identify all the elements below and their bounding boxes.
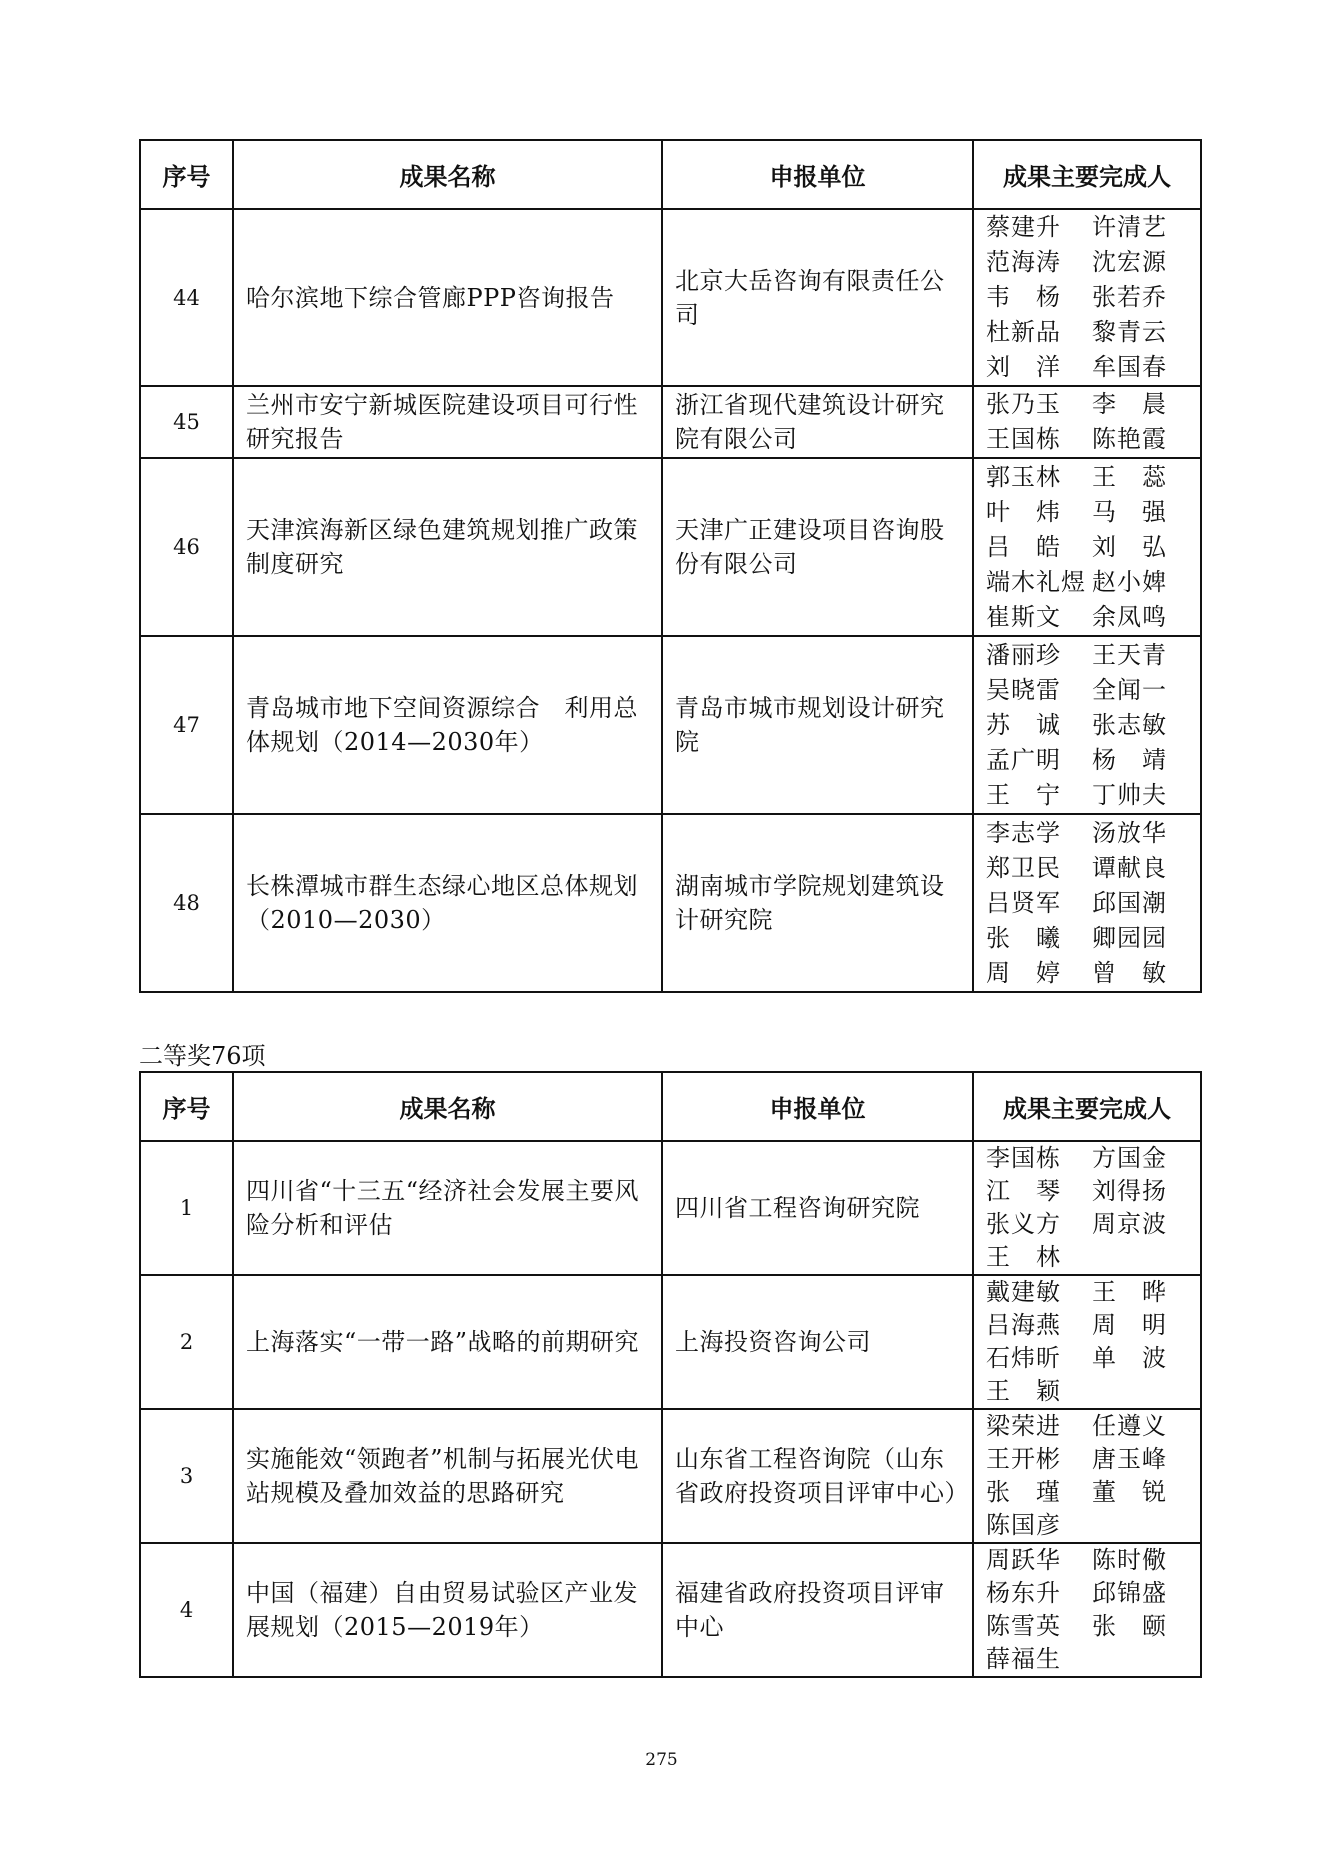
cell-name: 实施能效“领跑者”机制与拓展光伏电站规模及叠加效益的思路研究 (233, 1409, 662, 1543)
cell-name: 兰州市安宁新城医院建设项目可行性研究报告 (233, 386, 662, 458)
cell-people (973, 1275, 1201, 1409)
person-name: 王 蕊 (1092, 462, 1167, 491)
header-unit: 申报单位 (662, 1072, 973, 1141)
cell-name: 上海落实“一带一路”战略的前期研究 (233, 1275, 662, 1409)
person-name: 苏 诚 (986, 710, 1061, 739)
person-name: 杨东升 (986, 1579, 1061, 1607)
cell-num: 4 (140, 1543, 233, 1677)
person-name: 张乃玉 (986, 390, 1061, 418)
person-pair (986, 315, 1194, 350)
table-row (140, 1141, 1201, 1275)
header-name: 成果名称 (233, 1072, 662, 1141)
person-pair (986, 886, 1194, 921)
person-name: 江 琴 (986, 1177, 1061, 1205)
cell-people (973, 1409, 1201, 1543)
person-pair (986, 1410, 1194, 1443)
person-pair (986, 495, 1194, 530)
person-pair (986, 460, 1194, 495)
person-name: 陈国彦 (986, 1511, 1061, 1539)
person-name: 刘 洋 (986, 353, 1061, 381)
person-name: 陈雪英 (986, 1612, 1061, 1640)
cell-name: 天津滨海新区绿色建筑规划推广政策制度研究 (233, 458, 662, 636)
person-name: 沈宏源 (1092, 248, 1167, 276)
person-name: 范海涛 (986, 248, 1061, 276)
person-pair (986, 1509, 1194, 1542)
person-pair (986, 1544, 1194, 1577)
person-name: 梁荣进 (986, 1412, 1061, 1440)
person-name: 蔡建升 (986, 213, 1061, 241)
person-name: 郭玉林 (986, 462, 1061, 491)
person-name: 周 明 (1092, 1311, 1167, 1339)
person-name: 戴建敏 (986, 1278, 1061, 1306)
person-pair (986, 1309, 1194, 1342)
table-row (140, 209, 1201, 386)
person-name: 王 晔 (1092, 1278, 1167, 1306)
person-name: 任遵义 (1092, 1412, 1167, 1440)
cell-num: 46 (140, 458, 233, 636)
person-name: 刘得扬 (1092, 1177, 1167, 1205)
person-name: 王开彬 (986, 1445, 1061, 1473)
table-body (140, 1141, 1201, 1677)
person-name: 李 晨 (1092, 390, 1167, 418)
person-pair (986, 600, 1194, 635)
awards-table-first-prize-continued (139, 139, 1202, 993)
cell-unit: 上海投资咨询公司 (662, 1275, 973, 1409)
table-row (140, 1543, 1201, 1677)
cell-unit: 福建省政府投资项目评审中心 (662, 1543, 973, 1677)
person-name (1092, 1643, 1194, 1676)
person-name: 孟广明 (986, 745, 1061, 774)
person-pair (986, 1241, 1194, 1274)
cell-num: 2 (140, 1275, 233, 1409)
person-pair (986, 1342, 1194, 1375)
person-name: 张 曦 (986, 923, 1061, 952)
person-name: 张若乔 (1092, 283, 1167, 311)
cell-num: 1 (140, 1141, 233, 1275)
cell-people (973, 1141, 1201, 1275)
person-name: 丁帅夫 (1092, 780, 1167, 809)
person-pair (986, 1610, 1194, 1643)
person-pair (986, 1142, 1194, 1175)
table-header-row (140, 140, 1201, 209)
person-name: 吕海燕 (986, 1311, 1061, 1339)
person-name: 邱锦盛 (1092, 1579, 1167, 1607)
person-pair (986, 1577, 1194, 1610)
header-name: 成果名称 (233, 140, 662, 209)
person-name: 许清艺 (1092, 213, 1167, 241)
cell-num: 48 (140, 814, 233, 992)
person-name: 吴晓雷 (986, 675, 1061, 704)
person-name: 张志敏 (1092, 710, 1167, 739)
person-name: 石炜昕 (986, 1344, 1061, 1372)
person-pair (986, 956, 1194, 991)
cell-unit: 浙江省现代建筑设计研究院有限公司 (662, 386, 973, 458)
person-name: 张 颐 (1092, 1612, 1167, 1640)
person-name: 黎青云 (1092, 318, 1167, 346)
cell-name: 四川省“十三五“经济社会发展主要风险分析和评估 (233, 1141, 662, 1275)
person-name: 崔斯文 (986, 602, 1061, 631)
person-pair (986, 851, 1194, 886)
cell-unit: 北京大岳咨询有限责任公司 (662, 209, 973, 386)
person-name: 陈时儆 (1092, 1546, 1167, 1574)
person-name: 刘 弘 (1092, 532, 1167, 561)
cell-people (973, 636, 1201, 814)
person-name: 陈艳霞 (1092, 425, 1167, 453)
person-name (1092, 1241, 1194, 1274)
person-pair (986, 422, 1194, 457)
person-pair (986, 743, 1194, 778)
section-title-second-prize: 二等奖76项 (139, 1042, 266, 1070)
person-pair (986, 816, 1194, 851)
person-pair (986, 1476, 1194, 1509)
person-name: 李志学 (986, 818, 1061, 847)
table-row (140, 458, 1201, 636)
page-number: 275 (645, 1750, 678, 1770)
person-pair (986, 1643, 1194, 1676)
cell-people (973, 209, 1201, 386)
table-body (140, 209, 1201, 992)
person-name: 王 宁 (986, 780, 1061, 809)
cell-name: 长株潭城市群生态绿心地区总体规划（2010—2030） (233, 814, 662, 992)
person-name: 唐玉峰 (1092, 1445, 1167, 1473)
person-pair (986, 280, 1194, 315)
person-pair (986, 673, 1194, 708)
header-num: 序号 (140, 1072, 233, 1141)
cell-num: 3 (140, 1409, 233, 1543)
table-row (140, 1275, 1201, 1409)
person-name: 王天青 (1092, 640, 1167, 669)
person-name: 马 强 (1092, 497, 1167, 526)
header-people: 成果主要完成人 (973, 140, 1201, 209)
person-pair (986, 1375, 1194, 1408)
person-pair (986, 1443, 1194, 1476)
person-pair (986, 1276, 1194, 1309)
person-name (1092, 1509, 1194, 1542)
person-pair (986, 1208, 1194, 1241)
person-name (1092, 1375, 1194, 1408)
person-name: 王 林 (986, 1243, 1061, 1271)
person-pair (986, 245, 1194, 280)
cell-name: 青岛城市地下空间资源综合 利用总体规划（2014—2030年） (233, 636, 662, 814)
cell-people (973, 386, 1201, 458)
header-people: 成果主要完成人 (973, 1072, 1201, 1141)
table-row (140, 1409, 1201, 1543)
table-row (140, 386, 1201, 458)
person-pair (986, 638, 1194, 673)
cell-unit: 四川省工程咨询研究院 (662, 1141, 973, 1275)
person-name: 吕贤军 (986, 888, 1061, 917)
person-name: 韦 杨 (986, 283, 1061, 311)
cell-unit: 天津广正建设项目咨询股份有限公司 (662, 458, 973, 636)
person-name: 周 婷 (986, 958, 1061, 987)
person-name: 吕 皓 (986, 532, 1061, 561)
person-pair (986, 530, 1194, 565)
person-name: 董 锐 (1092, 1478, 1167, 1506)
cell-name: 中国（福建）自由贸易试验区产业发展规划（2015—2019年） (233, 1543, 662, 1677)
person-name: 余凤鸣 (1092, 602, 1167, 631)
cell-unit: 青岛市城市规划设计研究院 (662, 636, 973, 814)
person-name: 李国栋 (986, 1144, 1061, 1172)
person-name: 王国栋 (986, 425, 1061, 453)
person-name: 叶 炜 (986, 497, 1061, 526)
table-row (140, 814, 1201, 992)
cell-people (973, 1543, 1201, 1677)
person-name: 曾 敏 (1092, 958, 1167, 987)
header-num: 序号 (140, 140, 233, 209)
person-pair (986, 387, 1194, 422)
person-name: 张 瑾 (986, 1478, 1061, 1506)
person-name: 方国金 (1092, 1144, 1167, 1172)
person-name: 周京波 (1092, 1210, 1167, 1238)
person-name: 潘丽珍 (986, 640, 1061, 669)
person-name: 端木礼煜 (986, 567, 1086, 596)
person-pair (986, 1175, 1194, 1208)
person-pair (986, 350, 1194, 385)
person-pair (986, 210, 1194, 245)
person-name: 郑卫民 (986, 853, 1061, 882)
cell-name: 哈尔滨地下综合管廊PPP咨询报告 (233, 209, 662, 386)
person-pair (986, 921, 1194, 956)
cell-unit: 山东省工程咨询院（山东省政府投资项目评审中心） (662, 1409, 973, 1543)
cell-unit: 湖南城市学院规划建筑设计研究院 (662, 814, 973, 992)
cell-num: 45 (140, 386, 233, 458)
person-name: 卿园园 (1092, 923, 1167, 952)
person-pair (986, 778, 1194, 813)
person-pair (986, 565, 1194, 600)
person-name: 牟国春 (1092, 353, 1167, 381)
table-row (140, 636, 1201, 814)
cell-people (973, 814, 1201, 992)
person-name: 周跃华 (986, 1546, 1061, 1574)
cell-num: 47 (140, 636, 233, 814)
person-name: 赵小婢 (1092, 567, 1167, 596)
cell-num: 44 (140, 209, 233, 386)
person-name: 杜新品 (986, 318, 1061, 346)
person-name: 邱国潮 (1092, 888, 1167, 917)
person-name: 张义方 (986, 1210, 1061, 1238)
cell-people (973, 458, 1201, 636)
awards-table-second-prize (139, 1071, 1202, 1678)
person-name: 全闻一 (1092, 675, 1167, 704)
header-unit: 申报单位 (662, 140, 973, 209)
person-name: 王 颖 (986, 1377, 1061, 1405)
table-header-row (140, 1072, 1201, 1141)
person-name: 单 波 (1092, 1344, 1167, 1372)
person-name: 谭献良 (1092, 853, 1167, 882)
person-name: 汤放华 (1092, 818, 1167, 847)
person-name: 杨 靖 (1092, 745, 1167, 774)
person-pair (986, 708, 1194, 743)
person-name: 薛福生 (986, 1645, 1061, 1673)
